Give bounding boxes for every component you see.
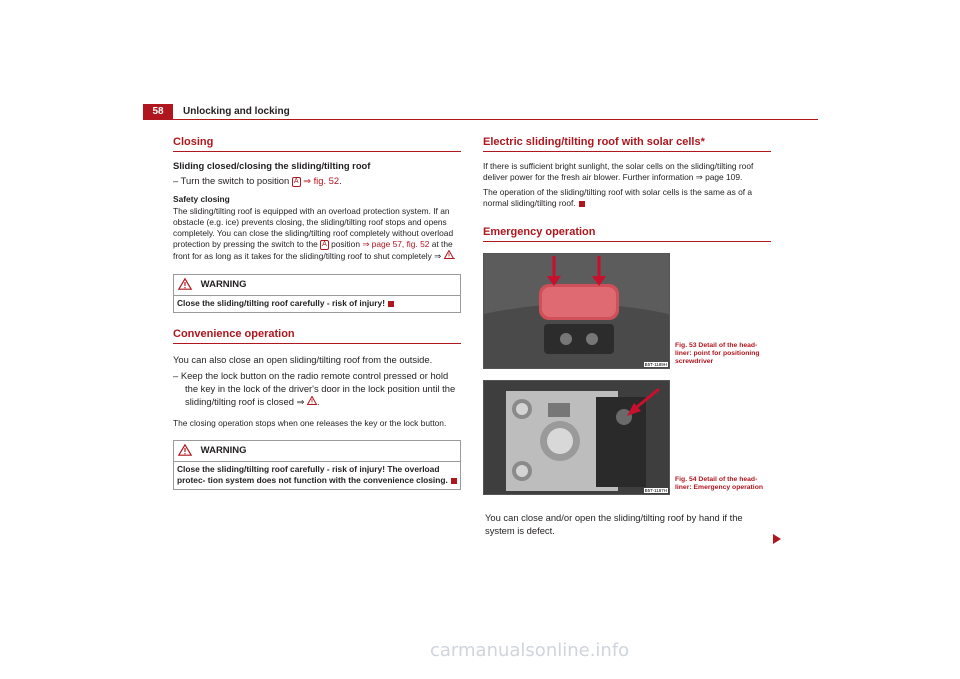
closing-step: – Turn the switch to position A ⇒ fig. 52. bbox=[173, 175, 342, 186]
solar-text-2-span: The operation of the sliding/tilting roof with solar cells is the same as of a normal sliding/tilting roof. bbox=[483, 187, 753, 208]
running-title: Unlocking and locking bbox=[183, 106, 290, 117]
warning-text-2-span: Close the sliding/tilting roof carefully - risk of injury! The overload protec- tion system does not function with the convenience closing. bbox=[177, 464, 448, 485]
emergency-rule bbox=[483, 241, 771, 242]
figure-53-caption: Fig. 53 Detail of the head- liner: point for positioning screwdriver bbox=[675, 342, 760, 365]
headliner-photo bbox=[484, 254, 669, 368]
warning-text-2 bbox=[174, 462, 460, 489]
solar-section bbox=[483, 136, 771, 209]
warning-text-1 bbox=[174, 296, 460, 312]
warning-box-1 bbox=[173, 274, 461, 313]
closing-section bbox=[173, 136, 461, 313]
convenience-intro: You can also close an open sliding/tilting roof from the outside. bbox=[173, 354, 433, 365]
page-link[interactable]: ⇒ page 57, fig. 52 bbox=[362, 239, 430, 249]
solar-text-1: If there is sufficient bright sunlight, the solar cells on the sliding/tilting roof deliver power for the fresh air blower. Further information ⇒ page 109. bbox=[483, 161, 754, 182]
figure-54-caption: Fig. 54 Detail of the head- liner: Emergency operation bbox=[675, 476, 764, 491]
convenience-step: – Keep the lock button on the radio remote control pressed or hold the key in the lock of the driver's door in the lock position until the sliding/tilting roof is closed ⇒ . bbox=[173, 370, 456, 407]
warning-triangle-icon bbox=[444, 250, 454, 259]
figure-53 bbox=[483, 253, 670, 369]
end-square-icon bbox=[388, 301, 394, 307]
footer-watermark: carmanualsonline.info bbox=[430, 640, 630, 661]
warning-box-2 bbox=[173, 440, 461, 490]
warning-triangle-icon bbox=[178, 278, 192, 290]
figure-53-code: B5T-1189H bbox=[644, 362, 667, 367]
page-number: 58 bbox=[152, 106, 164, 117]
convenience-section bbox=[173, 328, 461, 490]
safety-title: Safety closing bbox=[173, 194, 230, 204]
figure-54 bbox=[483, 380, 670, 495]
solar-heading: Electric sliding/tilting roof with solar cells* bbox=[483, 136, 705, 148]
closing-step-text: – Turn the switch to position bbox=[173, 175, 290, 186]
warning-triangle-icon bbox=[307, 396, 317, 405]
safety-text-2: position bbox=[331, 239, 360, 249]
closing-rule bbox=[173, 151, 461, 152]
header-rule bbox=[173, 119, 818, 120]
solar-rule bbox=[483, 151, 771, 152]
figure-54-code: B5T-1187H bbox=[644, 488, 667, 493]
solar-text-2 bbox=[483, 187, 771, 209]
convenience-rule bbox=[173, 343, 461, 344]
end-square-icon bbox=[451, 478, 457, 484]
closing-heading: Closing bbox=[173, 136, 214, 148]
convenience-step-text: – Keep the lock button on the radio remote control pressed or hold the key in the lock of the driver's door in the lock position until the sliding/tilting roof is closed ⇒ bbox=[173, 370, 456, 407]
position-a-marker-2: A bbox=[322, 240, 327, 248]
emergency-text: You can close and/or open the sliding/tilting roof by hand if the system is defect. bbox=[485, 512, 743, 536]
fig-link[interactable]: ⇒ fig. 52 bbox=[303, 175, 340, 186]
warning-header-1 bbox=[174, 275, 460, 296]
safety-paragraph: The sliding/tilting roof is equipped with an overload protection system. If an obstacle (e.g. ice) prevents closing, the sliding/tilting roof stops and opens completely. You can close the sliding/tilting roof completely without overload protection by pressing the switch to the A position ⇒ page 57, fig. 52 at the front for as long as it takes for the sliding/tilting roof to shut completely ⇒ . bbox=[173, 206, 456, 261]
emergency-heading: Emergency operation bbox=[483, 226, 596, 238]
emergency-section bbox=[483, 226, 771, 242]
safety-text-3: at the front for as long as it takes for the sliding/tilting roof to shut completely ⇒ bbox=[173, 239, 453, 261]
warning-title-1: WARNING bbox=[200, 279, 247, 290]
warning-title-2: WARNING bbox=[200, 445, 247, 456]
emergency-photo bbox=[484, 381, 669, 494]
warning-text-1-span: Close the sliding/tilting roof carefully - risk of injury! bbox=[177, 298, 386, 308]
convenience-note: The closing operation stops when one releases the key or the lock button. bbox=[173, 418, 447, 428]
convenience-heading: Convenience operation bbox=[173, 328, 295, 340]
safety-text-1: The sliding/tilting roof is equipped with an overload protection system. If an obstacle (e.g. ice) prevents closing, the sliding/tilting roof stops and opens completely. You can close the sliding/tilting roof completely without overload protection by pressing the switch to the bbox=[173, 206, 454, 249]
next-page-arrow-icon[interactable] bbox=[772, 534, 782, 544]
warning-triangle-icon bbox=[178, 444, 192, 456]
warning-header-2 bbox=[174, 441, 460, 462]
end-square-icon bbox=[579, 201, 585, 207]
closing-subheading: Sliding closed/closing the sliding/tilting roof bbox=[173, 160, 371, 171]
position-a-marker: A bbox=[293, 177, 299, 185]
